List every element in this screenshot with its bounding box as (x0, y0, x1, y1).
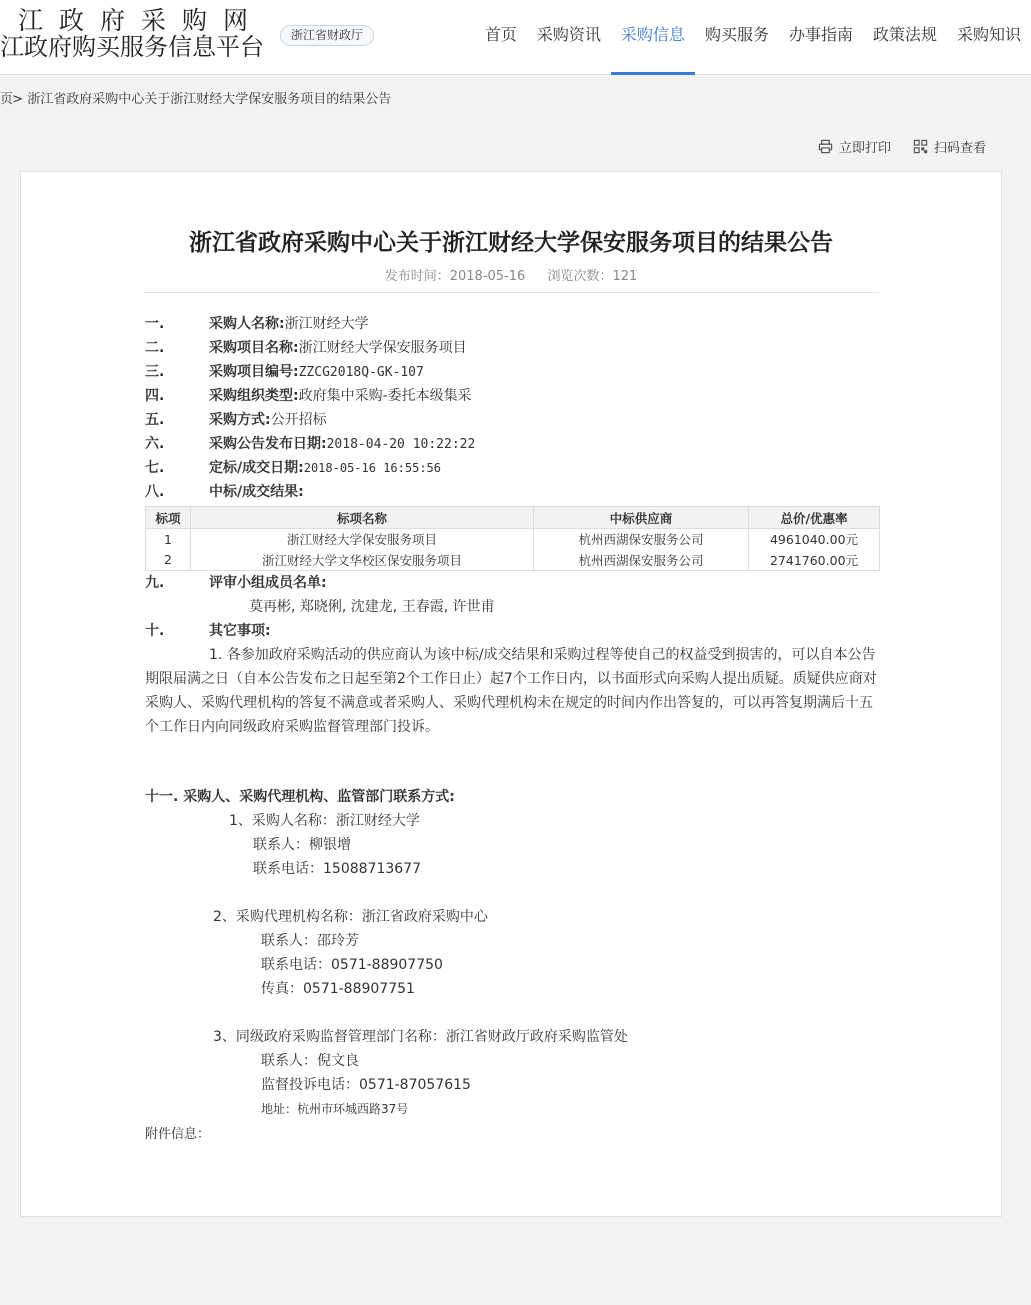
info-row-result (145, 480, 881, 504)
info-row-announce-date (145, 432, 881, 456)
info-row-buyer (145, 312, 881, 336)
item-key: 中标/成交结果: (209, 484, 304, 500)
info-row-other-matters (145, 619, 881, 643)
agency-contact-person: 联系人：邵玲芳 (261, 933, 359, 949)
supervisor-contact-person: 联系人：倪文良 (261, 1053, 359, 1069)
site-logo-title[interactable]: 江政府采购网 (18, 6, 265, 35)
breadcrumb (0, 88, 391, 107)
column-header: 标项名称 (191, 507, 534, 529)
buyer-name: 1、采购人名称：浙江财经大学 (229, 813, 420, 829)
title-divider (143, 292, 879, 293)
attachments-label: 附件信息： (145, 1127, 211, 1142)
item-key: 采购组织类型:政府集中采购-委托本级集采 (209, 388, 472, 404)
printer-icon (818, 139, 833, 154)
item-number: 六. (145, 436, 165, 452)
print-label: 立即打印 (838, 141, 891, 156)
item-number: 二. (145, 340, 165, 356)
qr-view-button[interactable] (913, 137, 986, 156)
nav-purchase-services[interactable]: 购买服务 (704, 25, 769, 44)
info-row-review-panel (145, 571, 881, 595)
agency-phone: 联系电话：0571-88907750 (261, 957, 443, 973)
info-row-project-code (145, 360, 881, 384)
item-number: 四. (145, 388, 165, 404)
nav-home[interactable]: 首页 (484, 25, 517, 44)
nav-procurement-news[interactable]: 采购资讯 (536, 25, 601, 44)
table-cell: 杭州西湖保安服务公司 (534, 529, 749, 550)
buyer-contact-person: 联系人：柳银增 (253, 837, 351, 853)
agency-fax: 传真：0571-88907751 (261, 981, 415, 997)
nav-knowledge[interactable]: 采购知识 (956, 25, 1021, 44)
item-key: 采购方式:公开招标 (209, 412, 327, 428)
item-number: 九. (145, 575, 165, 591)
buyer-phone: 联系电话：15088713677 (253, 861, 421, 877)
print-button[interactable] (818, 137, 891, 156)
nav-policies[interactable]: 政策法规 (872, 25, 937, 44)
table-cell: 4961040.00元 (749, 529, 880, 550)
supervisor-name: 3、同级政府采购监督管理部门名称：浙江省财政厅政府采购监管处 (213, 1029, 628, 1045)
table-cell: 2 (146, 550, 191, 571)
agency-name: 2、采购代理机构名称：浙江省政府采购中心 (213, 909, 488, 925)
view-count: 浏览次数：121 (547, 269, 638, 284)
item-number: 五. (145, 412, 165, 428)
table-cell: 2741760.00元 (749, 550, 880, 571)
supervisor-phone: 监督投诉电话：0571-87057615 (261, 1077, 471, 1093)
item-number: 八. (145, 484, 165, 500)
column-header: 标项 (146, 507, 191, 529)
article-tools (818, 137, 986, 156)
table-cell: 1 (146, 529, 191, 550)
info-row-method (145, 408, 881, 432)
review-members: 莫再彬, 郑晓俐, 沈建龙, 王春霞, 许世甫 (249, 599, 495, 615)
article-title: 浙江省政府采购中心关于浙江财经大学保安服务项目的结果公告 (189, 230, 833, 256)
breadcrumb-separator: > (12, 92, 24, 107)
contact-heading: 十一. 采购人、采购代理机构、监管部门联系方式: (145, 789, 455, 805)
qr-label: 扫码查看 (933, 141, 986, 156)
item-key: 采购人名称:浙江财经大学 (209, 316, 369, 332)
item-number: 十. (145, 623, 165, 639)
other-matters-text: 1. 各参加政府采购活动的供应商认为该中标/成交结果和采购过程等使自己的权益受到损害的，可以自本公告期限届满之日（自本公告发布之日起至第2个工作日止）起7个工作日内，以书面形式向采购人提出质疑。质疑供应商对采购人、采购代理机构的答复不满意或者采购人、采购代理机构未在规定的时间内作出答复的，可以再答复期满后十五个工作日内向同级政府采购监督管理部门投诉。 (145, 647, 877, 735)
supervisor-address: 地址：杭州市环城西路37号 (261, 1102, 409, 1116)
table-header-row (146, 507, 880, 529)
table-cell: 浙江财经大学文华校区保安服务项目 (191, 550, 534, 571)
main-nav (475, 0, 1031, 75)
item-key: 定标/成交日期:2018-05-16 16:55:56 (209, 460, 441, 476)
item-key: 评审小组成员名单: (209, 575, 327, 591)
site-logo-subtitle[interactable]: 江政府购买服务信息平台 (0, 33, 264, 61)
table-row (146, 550, 880, 571)
item-key: 采购项目名称:浙江财经大学保安服务项目 (209, 340, 467, 356)
item-key: 采购公告发布日期:2018-04-20 10:22:22 (209, 436, 476, 452)
article-body (145, 312, 881, 1147)
table-cell: 浙江财经大学保安服务项目 (191, 529, 534, 550)
item-number: 一. (145, 316, 165, 332)
site-header (0, 0, 1031, 75)
nav-guide[interactable]: 办事指南 (788, 25, 853, 44)
qr-code-icon (913, 139, 928, 154)
publish-time: 发布时间：2018-05-16 (384, 269, 526, 284)
column-header: 总价/优惠率 (749, 507, 880, 529)
result-table (145, 506, 880, 571)
item-number: 七. (145, 460, 165, 476)
article-meta (21, 265, 1001, 284)
info-row-org-type (145, 384, 881, 408)
breadcrumb-home[interactable]: 页 (0, 92, 14, 107)
item-number: 三. (145, 364, 165, 380)
item-key: 采购项目编号:ZZCG2018Q-GK-107 (209, 364, 424, 380)
info-row-award-date (145, 456, 881, 480)
breadcrumb-current: 浙江省政府采购中心关于浙江财经大学保安服务项目的结果公告 (27, 92, 392, 107)
column-header: 中标供应商 (534, 507, 749, 529)
info-row-project-name (145, 336, 881, 360)
table-row (146, 529, 880, 550)
table-cell: 杭州西湖保安服务公司 (534, 550, 749, 571)
nav-procurement-info[interactable]: 采购信息 (611, 0, 695, 75)
article-card (20, 171, 1002, 1217)
item-key: 其它事项: (209, 623, 271, 639)
department-badge[interactable]: 浙江省财政厅 (280, 25, 374, 46)
